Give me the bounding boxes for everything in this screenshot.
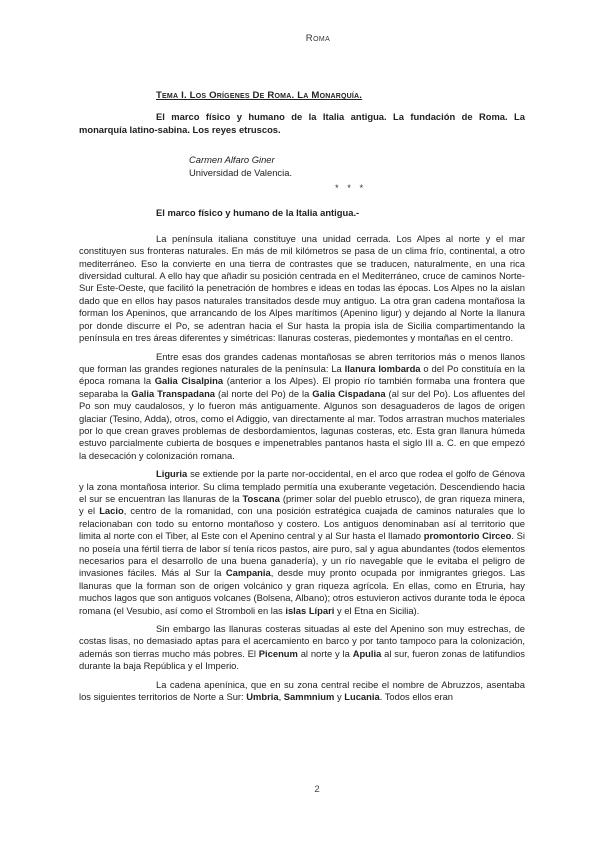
paragraph-2: Entre esas dos grandes cadenas montañosas se abren territorios más o menos llanos que forman las grandes regiones naturales de la península: La llanura lombarda o del Po constituía en la época romana la Galia Cisalpina (anterior a los Alpes). El propio río también formaba una frontera que separaba la Galia Transpadana (al norte del Po) de la Galia Cispadana (al sur del Po). Los afluentes del Po son muy caudalosos, y lo fueron más antiguamente. Algunos son desaguaderos de lagos de origen glaciar (Tesino, Adda), otros, como el Adiggio, van directamente al mar. Todos arrastran muchos materiales por lo que crean graves problemas de desbordamientos, lagunas costeras, etc. Esta gran llanura húmeda estuvo parcialmente cubierta de bosques e impenetrables pantanos hasta el siglo III a. C. en que empezó la desecación y colonización romana. xyxy=(79,350,525,461)
author-name: Carmen Alfaro Giner xyxy=(189,154,275,166)
paragraph-5: La cadena apenínica, que en su zona central recibe el nombre de Abruzzos, asentaba los siguientes territorios de Norte a Sur: Umbria, Sammnium y Lucania. Todos ellos eran xyxy=(79,678,525,703)
lesson-subtitle: El marco físico y humano de la Italia antigua. La fundación de Roma. La monarquía latino-sabina. Los reyes etruscos. xyxy=(79,111,525,135)
page-content xyxy=(79,90,525,703)
section-separator: * * * xyxy=(335,182,367,194)
page-number: 2 xyxy=(314,784,320,795)
paragraph-4: Sin embargo las llanuras costeras situadas al este del Apenino son muy estrechas, de costas lisas, no demasiado aptas para el acercamiento en barco y por tanto tampoco para la colonización, además son tierras mucho más pobres. El Picenum al norte y la Apulia al sur, fueron zonas de latifundios durante la baja República y el Imperio. xyxy=(79,623,525,672)
page-title: Tema I. Los Orígenes De Roma. La Monarquía. xyxy=(156,90,363,101)
running-header: Roma xyxy=(305,33,331,44)
paragraph-1: La península italiana constituye una unidad cerrada. Los Alpes al norte y el mar constituyen sus fronteras naturales. En más de mil kilómetros se pasa de un clima frío, continental, a otro mediterráneo. Eso la convierte en una tierra de contrastes que se traducen, naturalmente, en una rica diversidad cultural. A ello hay que añadir su posición centrada en el Mediterráneo, cruce de caminos Norte-Sur Este-Oeste, que facilitó la penetración de hombres e ideas en todas las épocas. Los Alpes no la aislan dado que en ellos hay pasos naturales transitados desde muy antiguo. La otra gran cadena montañosa la forman los Apeninos, que arrancando de los Alpes marítimos (Apenino ligur) y dejando al Norte la llanura por donde discurre el Po, se adentran hacia el Sur hasta la propia isla de Sicilia compartimentando la península en tres áreas diferentes y simétricas: llanuras costeras, piedemontes y montañas en el centro. xyxy=(79,232,525,344)
author-affiliation: Universidad de Valencia. xyxy=(189,166,293,178)
paragraph-3: Liguria se extiende por la parte nor-occidental, en el arco que rodea el golfo de Génova y la zona montañosa interior. Su clima templado permitía una exuberante vegetación. Descendiendo hacia el sur se encuentran las llanuras de la Toscana (primer solar del pueblo etrusco), de gran riqueza minera, y el Lacio, centro de la romanidad, con una posición estratégica cuajada de caminos naturales que lo relacionaban con todo su entorno montañoso y costero. Los antiguos denominaban así al territorio que limita al norte con el Tiber, al Este con el Apenino central y al Sur hasta el llamado promontorio Circeo. Si no poseía una fértil tierra de labor sí tenía ricos pastos, aire puro, sal y agua abundantes (todos elementos necesarios para el desarrollo de una buena ganadería), y un río navegable que le evitaba el peligro de invasiones fáciles. Más al Sur la Campania, desde muy pronto ocupada por inmigrantes griegos. Las llanuras que la forman son de origen volcánico y gran riqueza agrícola. En ellas, como en Etruria, hay muchos lagos que son antiguos volcanes (Bolsena, Albano); otros estuvieron activos durante toda le época romana (el Vesubio, así como el Stromboli en las islas Lípari y el Etna en Sicilia). xyxy=(79,468,525,616)
section-heading: El marco físico y humano de la Italia antigua.- xyxy=(156,207,360,219)
